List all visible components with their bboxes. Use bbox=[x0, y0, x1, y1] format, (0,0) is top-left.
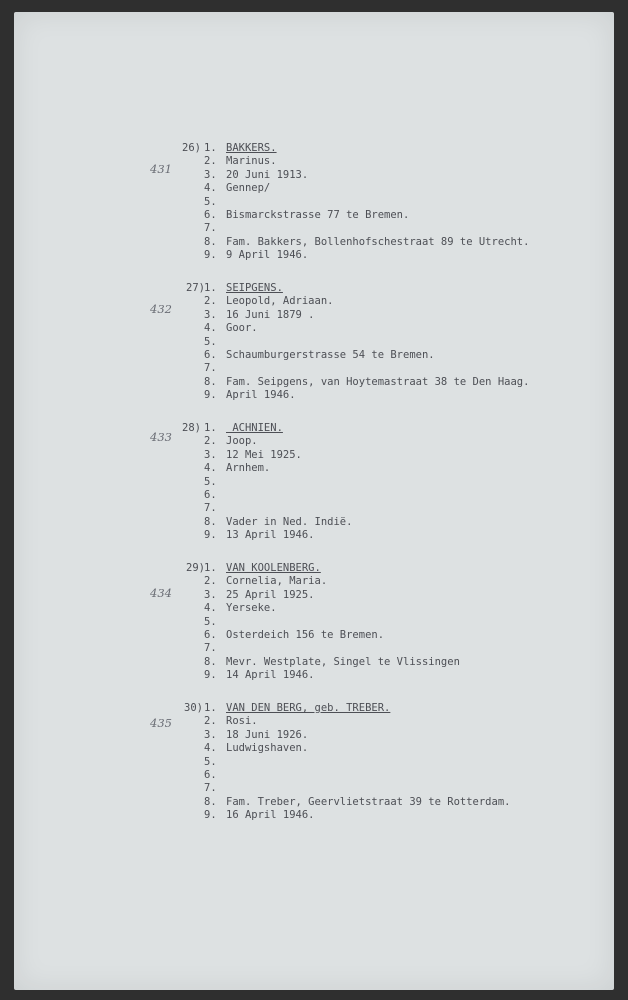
field-value: Leopold, Adriaan. bbox=[226, 295, 334, 308]
field-value: 20 Juni 1913. bbox=[226, 168, 309, 181]
field-index: 9. bbox=[204, 529, 217, 542]
field-index: 1. bbox=[204, 142, 217, 154]
record-number: 30) bbox=[184, 702, 203, 714]
field-index: 7. bbox=[204, 782, 217, 795]
record-number: 27) bbox=[186, 282, 205, 294]
field-value: Fam. Bakkers, Bollenhofschestraat 89 te Utrecht. bbox=[226, 235, 530, 248]
field-value: Marinus. bbox=[226, 155, 277, 168]
field-value: Goor. bbox=[226, 322, 258, 335]
record-field bbox=[204, 209, 529, 222]
field-value: 16 April 1946. bbox=[226, 809, 315, 822]
record-field bbox=[204, 516, 352, 529]
field-index: 3. bbox=[204, 728, 217, 741]
record-field bbox=[204, 462, 352, 475]
field-value: Arnhem. bbox=[226, 462, 271, 475]
record-field bbox=[204, 702, 510, 715]
record-field bbox=[204, 389, 529, 402]
record-field bbox=[204, 602, 460, 615]
record-fields bbox=[204, 142, 529, 263]
field-value: Rosi. bbox=[226, 715, 258, 728]
record-number: 28) bbox=[182, 422, 201, 434]
record-field bbox=[204, 656, 460, 669]
field-index: 6. bbox=[204, 768, 217, 781]
field-index: 4. bbox=[204, 462, 217, 475]
record-fields bbox=[204, 422, 352, 543]
record-field bbox=[204, 715, 510, 728]
field-value: Osterdeich 156 te Bremen. bbox=[226, 628, 385, 641]
field-index: 8. bbox=[204, 655, 217, 668]
field-index: 5. bbox=[204, 475, 217, 488]
field-value: Bismarckstrasse 77 te Bremen. bbox=[226, 208, 410, 221]
record-fields bbox=[204, 282, 529, 403]
record-field bbox=[204, 562, 460, 575]
record-field bbox=[204, 169, 529, 182]
field-index: 4. bbox=[204, 182, 217, 195]
field-value: Mevr. Westplate, Singel te Vlissingen bbox=[226, 655, 460, 668]
field-value: 12 Mei 1925. bbox=[226, 448, 302, 461]
field-index: 3. bbox=[204, 308, 217, 321]
record-field bbox=[204, 449, 352, 462]
field-index: 5. bbox=[204, 195, 217, 208]
field-index: 9. bbox=[204, 389, 217, 402]
field-index: 5. bbox=[204, 615, 217, 628]
field-index: 4. bbox=[204, 602, 217, 615]
record-field bbox=[204, 575, 460, 588]
field-value: Ludwigshaven. bbox=[226, 742, 309, 755]
field-index: 8. bbox=[204, 795, 217, 808]
surname: VAN KOOLENBERG. bbox=[226, 562, 321, 574]
record-field bbox=[204, 282, 529, 295]
record-field bbox=[204, 362, 529, 375]
field-value: 9 April 1946. bbox=[226, 249, 309, 262]
field-index: 6. bbox=[204, 208, 217, 221]
field-index: 2. bbox=[204, 575, 217, 588]
handwritten-number: 435 bbox=[150, 716, 172, 730]
surname: SEIPGENS. bbox=[226, 282, 283, 294]
field-index: 2. bbox=[204, 715, 217, 728]
record-field bbox=[204, 155, 529, 168]
field-value: 14 April 1946. bbox=[226, 669, 315, 682]
field-value: April 1946. bbox=[226, 389, 296, 402]
record-field bbox=[204, 642, 460, 655]
typewritten-page bbox=[14, 12, 614, 990]
field-index: 6. bbox=[204, 488, 217, 501]
field-index: 9. bbox=[204, 809, 217, 822]
record-field bbox=[204, 249, 529, 262]
record-field bbox=[204, 589, 460, 602]
field-index: 5. bbox=[204, 335, 217, 348]
surname: BAKKERS. bbox=[226, 142, 277, 154]
record-field bbox=[204, 476, 352, 489]
handwritten-number: 433 bbox=[150, 430, 172, 444]
field-index: 7. bbox=[204, 362, 217, 375]
record-field bbox=[204, 809, 510, 822]
record-field bbox=[204, 196, 529, 209]
field-index: 1. bbox=[204, 562, 217, 574]
field-index: 8. bbox=[204, 235, 217, 248]
record-field bbox=[204, 782, 510, 795]
record-field bbox=[204, 502, 352, 515]
field-value: Vader in Ned. Indië. bbox=[226, 515, 353, 528]
field-value: 25 April 1925. bbox=[226, 588, 315, 601]
field-index: 4. bbox=[204, 742, 217, 755]
record-fields bbox=[204, 562, 460, 683]
record-field bbox=[204, 756, 510, 769]
record-field bbox=[204, 796, 510, 809]
field-value: Schaumburgerstrasse 54 te Bremen. bbox=[226, 348, 435, 361]
record-field bbox=[204, 629, 460, 642]
field-index: 1. bbox=[204, 422, 217, 434]
record-field bbox=[204, 616, 460, 629]
field-index: 1. bbox=[204, 282, 217, 294]
record-field bbox=[204, 322, 529, 335]
field-index: 5. bbox=[204, 755, 217, 768]
field-value: 16 Juni 1879 . bbox=[226, 308, 315, 321]
record-fields bbox=[204, 702, 510, 823]
record-field bbox=[204, 309, 529, 322]
field-value: Cornelia, Maria. bbox=[226, 575, 328, 588]
surname: ACHNIEN. bbox=[226, 422, 283, 434]
field-index: 9. bbox=[204, 669, 217, 682]
field-value: Gennep/ bbox=[226, 182, 271, 195]
field-index: 2. bbox=[204, 155, 217, 168]
field-index: 2. bbox=[204, 295, 217, 308]
field-index: 6. bbox=[204, 348, 217, 361]
record-field bbox=[204, 742, 510, 755]
field-index: 3. bbox=[204, 588, 217, 601]
record-number: 26) bbox=[182, 142, 201, 154]
record-field bbox=[204, 336, 529, 349]
field-value: Yerseke. bbox=[226, 602, 277, 615]
handwritten-number: 431 bbox=[150, 162, 172, 176]
record-field bbox=[204, 769, 510, 782]
record-number: 29) bbox=[186, 562, 205, 574]
record-field bbox=[204, 729, 510, 742]
field-value: Fam. Treber, Geervlietstraat 39 te Rotterdam. bbox=[226, 795, 511, 808]
record-field bbox=[204, 349, 529, 362]
field-index: 4. bbox=[204, 322, 217, 335]
field-index: 1. bbox=[204, 702, 217, 714]
field-index: 2. bbox=[204, 435, 217, 448]
field-index: 9. bbox=[204, 249, 217, 262]
record-field bbox=[204, 222, 529, 235]
handwritten-number: 434 bbox=[150, 586, 172, 600]
record-field bbox=[204, 295, 529, 308]
record-field bbox=[204, 435, 352, 448]
field-value: 13 April 1946. bbox=[226, 529, 315, 542]
field-index: 3. bbox=[204, 448, 217, 461]
field-value: Fam. Seipgens, van Hoytemastraat 38 te Den Haag. bbox=[226, 375, 530, 388]
field-index: 3. bbox=[204, 168, 217, 181]
record-field bbox=[204, 182, 529, 195]
record-field bbox=[204, 529, 352, 542]
field-value: 18 Juni 1926. bbox=[226, 728, 309, 741]
record-field bbox=[204, 489, 352, 502]
field-index: 7. bbox=[204, 222, 217, 235]
record-field bbox=[204, 669, 460, 682]
handwritten-number: 432 bbox=[150, 302, 172, 316]
record-field bbox=[204, 142, 529, 155]
record-field bbox=[204, 236, 529, 249]
record-field bbox=[204, 422, 352, 435]
field-index: 8. bbox=[204, 515, 217, 528]
field-value: Joop. bbox=[226, 435, 258, 448]
field-index: 6. bbox=[204, 628, 217, 641]
surname: VAN DEN BERG, geb. TREBER. bbox=[226, 702, 391, 714]
field-index: 7. bbox=[204, 502, 217, 515]
field-index: 7. bbox=[204, 642, 217, 655]
record-field bbox=[204, 376, 529, 389]
field-index: 8. bbox=[204, 375, 217, 388]
